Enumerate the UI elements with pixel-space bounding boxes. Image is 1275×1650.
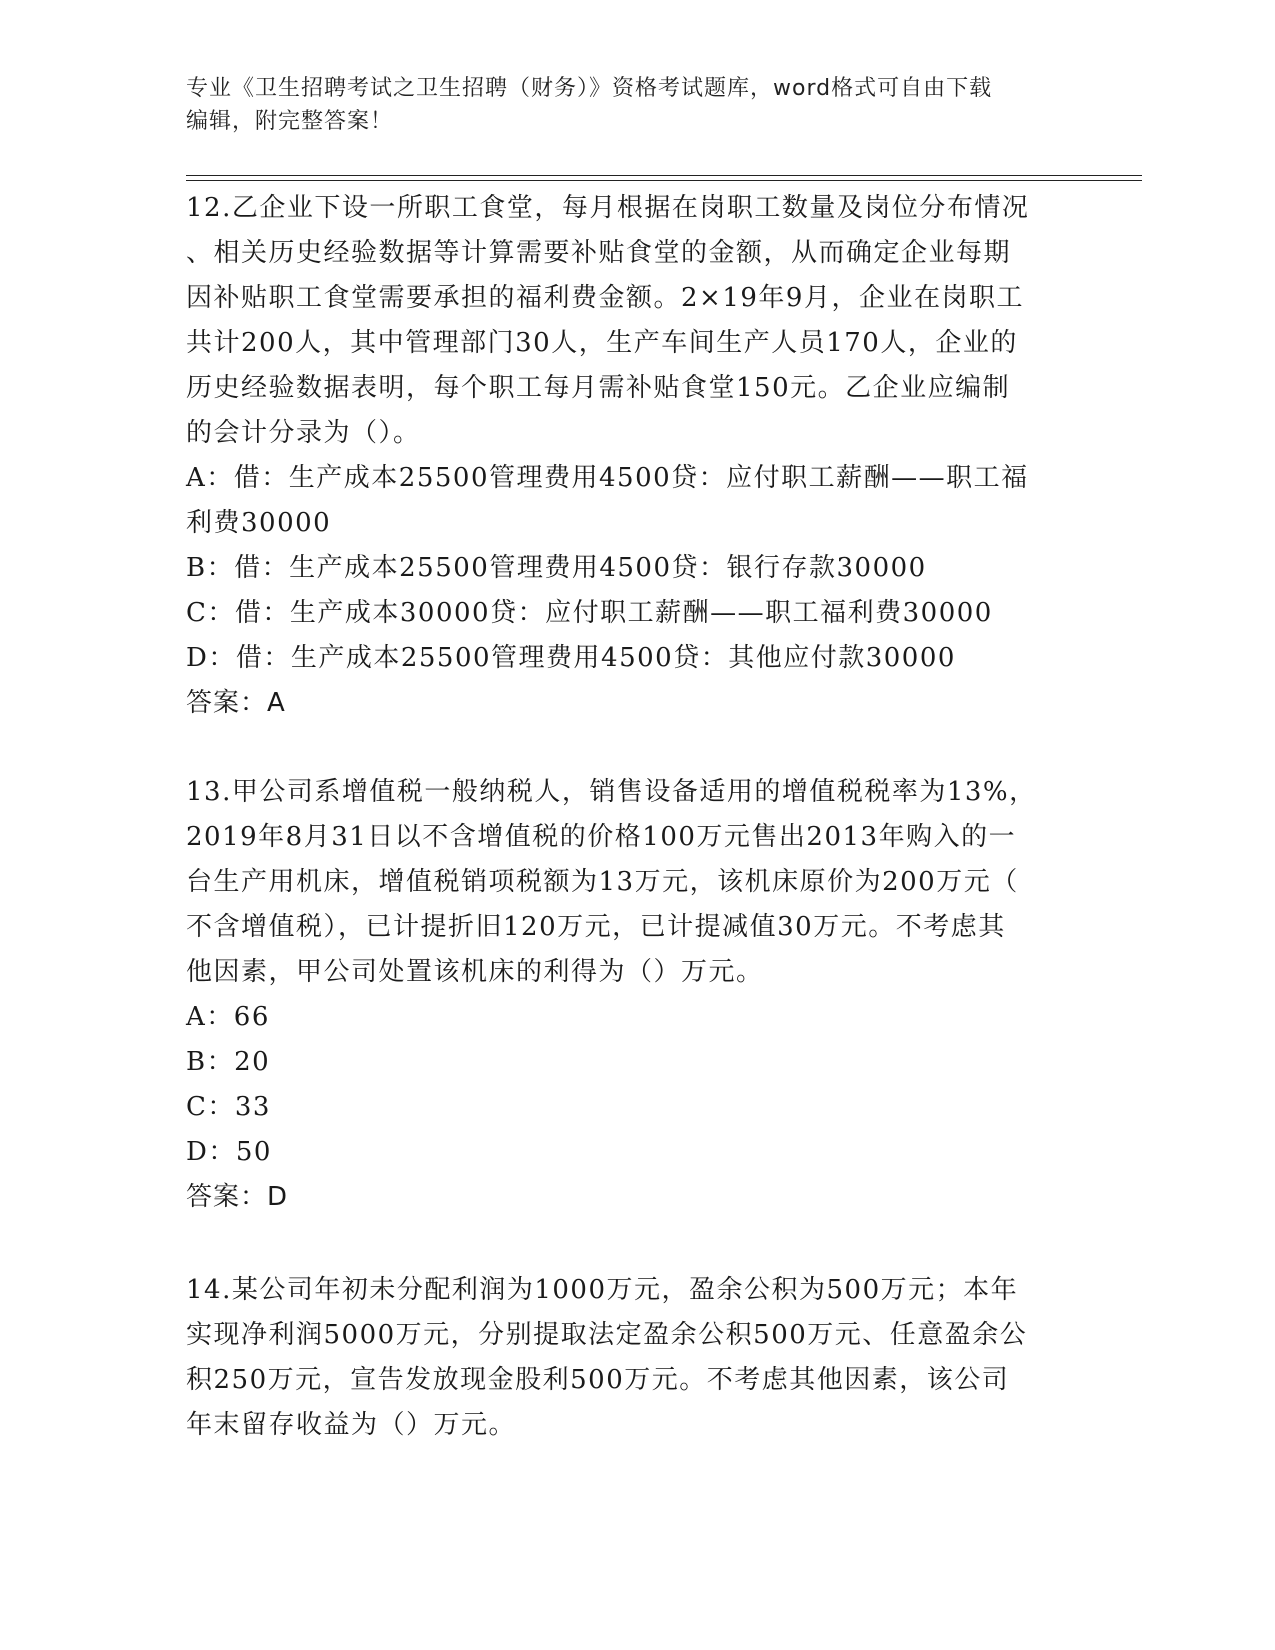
option-a: A：借：生产成本25500管理费用4500贷：应付职工薪酬——职工福 利费30000	[186, 463, 1029, 538]
header-divider	[186, 175, 1142, 181]
question-12	[186, 186, 1066, 726]
option-a: A：66	[186, 1002, 270, 1032]
option-d: D：借：生产成本25500管理费用4500贷：其他应付款30000	[186, 643, 956, 673]
option-b: B：20	[186, 1047, 271, 1077]
question-14	[186, 1268, 1066, 1448]
answer: 答案：A	[186, 688, 286, 718]
document-header	[186, 72, 1066, 138]
question-13	[186, 770, 1066, 1220]
option-c: C：33	[186, 1092, 271, 1122]
option-b: B：借：生产成本25500管理费用4500贷：银行存款30000	[186, 553, 927, 583]
option-c: C：借：生产成本30000贷：应付职工薪酬——职工福利费30000	[186, 598, 993, 628]
header-line-1: 专业《卫生招聘考试之卫生招聘（财务）》资格考试题库，word格式可自由下载	[186, 76, 993, 101]
header-line-2: 编辑，附完整答案！	[186, 109, 394, 134]
option-d: D：50	[186, 1137, 272, 1167]
answer: 答案：D	[186, 1182, 289, 1212]
question-text: 12.乙企业下设一所职工食堂，每月根据在岗职工数量及岗位分布情况 、相关历史经验数据等计算需要补贴食堂的金额，从而确定企业每期 因补贴职工食堂需要承担的福利费金额。2×19年9月，企业在岗职工 共计200人，其中管理部门30人，生产车间生产人员170人，企业的 历史经验数据表明，每个职工每月需补贴食堂150元。乙企业应编制 的会计分录为（）。	[186, 193, 1030, 448]
question-text: 14.某公司年初未分配利润为1000万元，盈余公积为500万元；本年 实现净利润5000万元，分别提取法定盈余公积500万元、任意盈余公 积250万元，宣告发放现金股利500万元。不考虑其他因素，该公司 年末留存收益为（）万元。	[186, 1275, 1028, 1440]
question-text: 13.甲公司系增值税一般纳税人，销售设备适用的增值税税率为13%， 2019年8月31日以不含增值税的价格100万元售出2013年购入的一 台生产用机床，增值税销项税额为13万元，该机床原价为200万元（ 不含增值税），已计提折旧120万元，已计提减值30万元。不考虑其 他因素，甲公司处置该机床的利得为（）万元。	[186, 777, 1037, 987]
